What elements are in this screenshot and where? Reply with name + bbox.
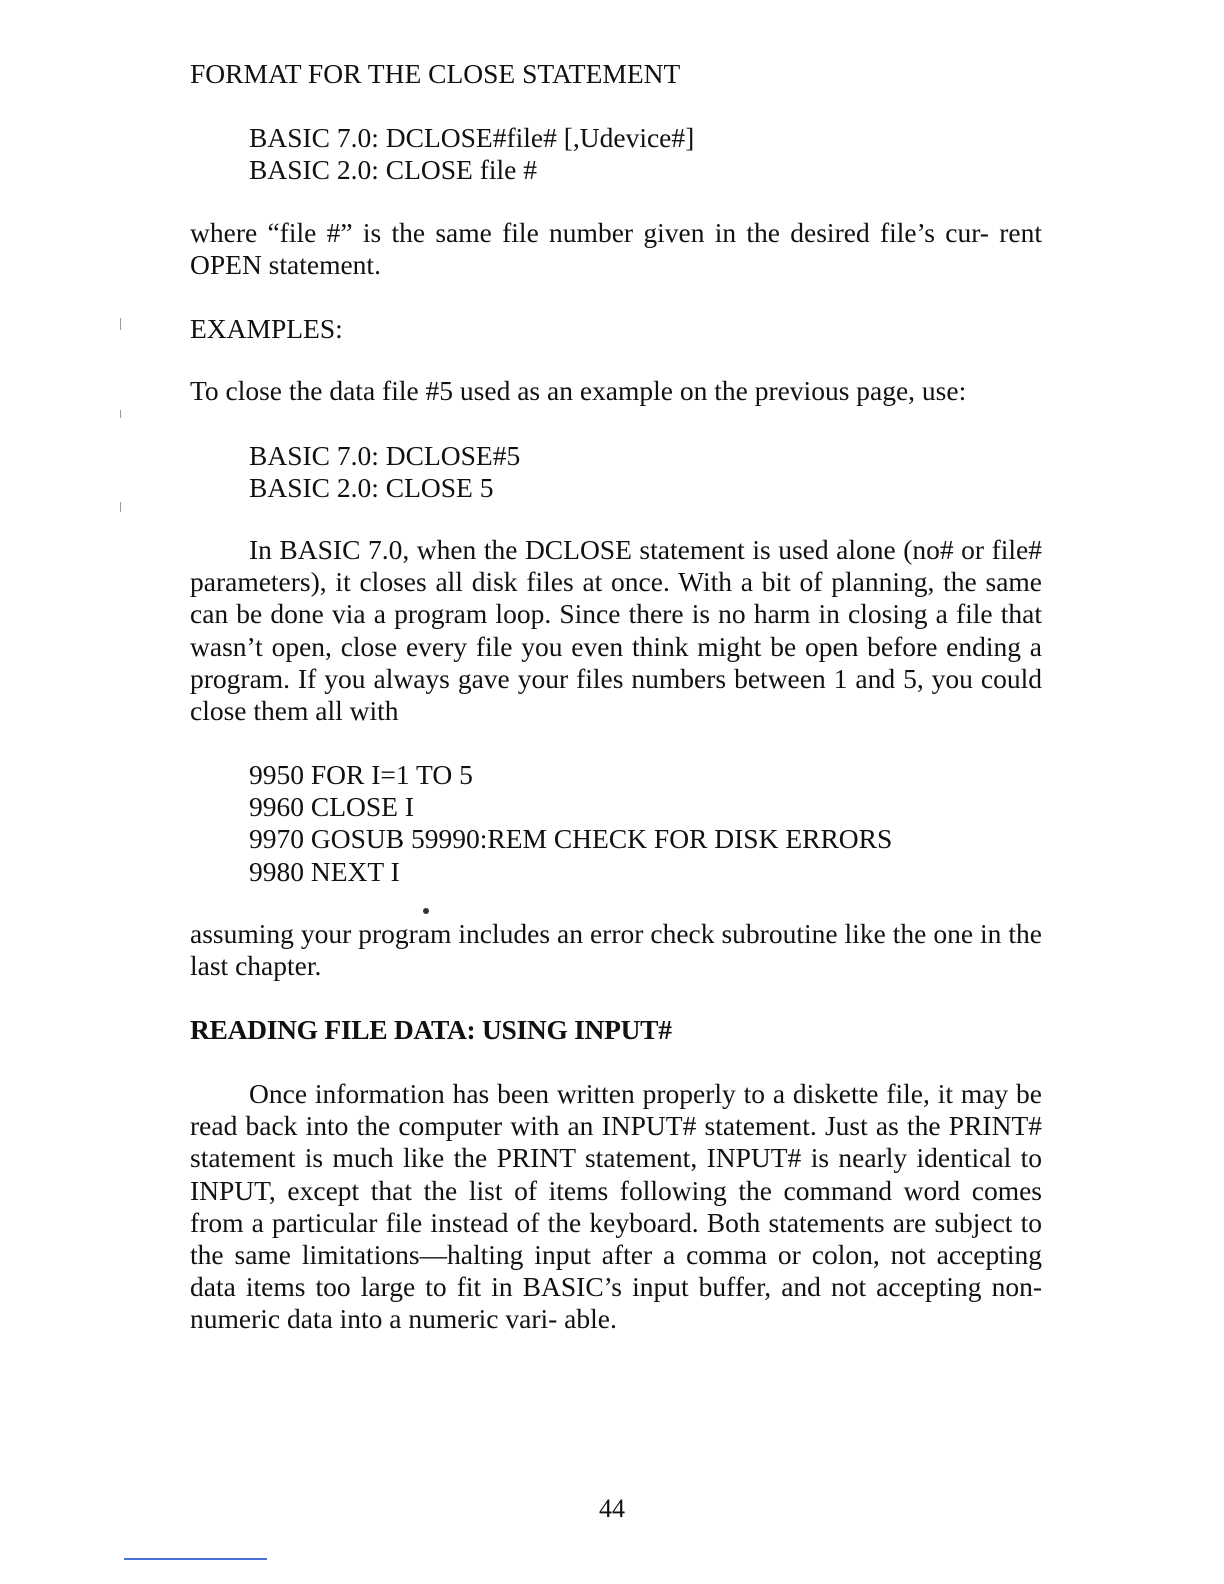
margin-mark [120,318,121,330]
code-line: 9970 GOSUB 59990:REM CHECK FOR DISK ERRORS [249,823,893,855]
footer-rule [124,1558,267,1560]
margin-mark [120,502,121,512]
margin-mark [120,410,121,418]
where-paragraph: where “file #” is the same file number given in the desired file’s cur- rent OPEN statement. [190,217,1042,281]
examples-heading: EXAMPLES: [190,313,343,344]
dclose-paragraph: In BASIC 7.0, when the DCLOSE statement is used alone (no# or file# parameters), it closes all disk files at once. With a bit of planning, the same can be done via a program loop. Since there is no harm in closing a file that wasn’t open, close every file you even think might be open before ending a program. If you always gave your files numbers between 1 and 5, you could close them all with [190,534,1042,727]
page-number: 44 [599,1494,625,1523]
code-line: 9980 NEXT I [249,855,400,887]
format-line-2: BASIC 2.0: CLOSE file # [249,154,537,186]
examples-intro: To close the data file #5 used as an example on the previous page, use: [190,375,967,406]
section-heading: READING FILE DATA: USING INPUT# [190,1014,672,1045]
format-heading: FORMAT FOR THE CLOSE STATEMENT [190,58,681,89]
code-block [249,759,1042,888]
code-line: 9960 CLOSE I [249,791,414,823]
example-line-7: BASIC 7.0: DCLOSE#5 [249,440,521,471]
assuming-paragraph: assuming your program includes an error check subroutine like the one in the last chapter. [190,918,1042,982]
example-line-2: BASIC 2.0: CLOSE 5 [249,472,494,504]
ink-speck [423,908,429,914]
code-line: 9950 FOR I=1 TO 5 [249,759,473,790]
format-block [249,122,1042,186]
input-paragraph: Once information has been written properly to a diskette file, it may be read back into the computer with an INPUT# statement. Just as the PRINT# statement is much like the PRINT statement, INPUT# is nearly identical to INPUT, except that the list of items following the command word comes from a particular file instead of the keyboard. Both statements are subject to the same limitations—halting input after a comma or colon, not accepting data items too large to fit in BASIC’s input buffer, and not accepting non-numeric data into a numeric vari- able. [190,1078,1042,1335]
format-line-7: BASIC 7.0: DCLOSE#file# [,Udevice#] [249,122,695,153]
example-block [249,440,1042,504]
